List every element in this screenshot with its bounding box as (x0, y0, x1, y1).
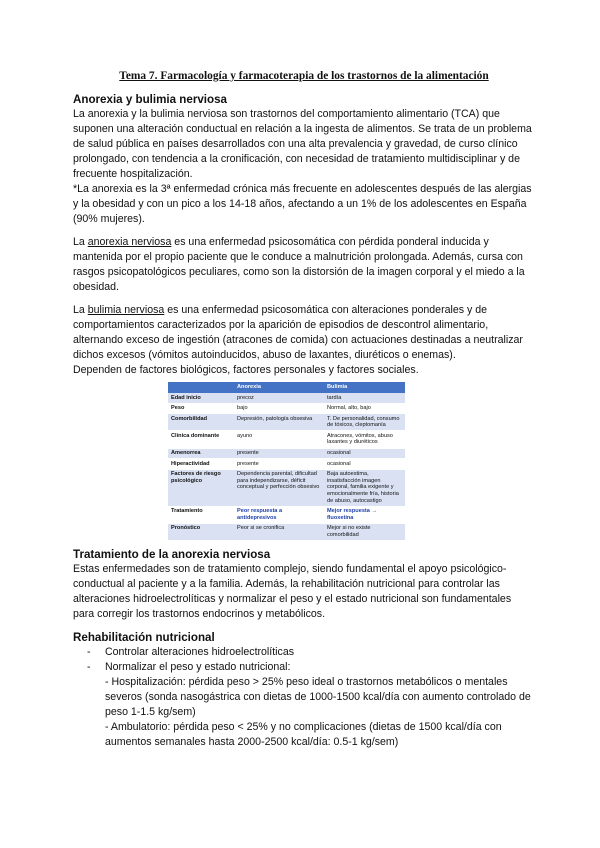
table-row (168, 469, 405, 506)
table-row (168, 459, 405, 470)
table-row (168, 393, 405, 403)
table-cell: Peor si se cronifica (234, 523, 324, 540)
term-anorexia-nerviosa: anorexia nerviosa (87, 236, 172, 248)
table-row (168, 448, 405, 459)
table-cell: Atracones, vómitos, abuso laxantes y diuréticos (324, 431, 405, 448)
table-cell: T. De personalidad, consumo de tóxicos, cleptomanía (324, 414, 405, 431)
table-cell: Peor respuesta a antidepresivos (234, 506, 324, 523)
table-row-label: Peso (168, 403, 234, 414)
section-heading-rehabilitacion: Rehabilitación nutricional (73, 631, 215, 645)
table-header-cell: Anorexia (234, 382, 324, 393)
table-cell: Dependencia parental, dificultad para independizarse, déficit conceptual y perfección obsesivo (234, 469, 324, 506)
sub-item-ambulatorio: - Ambulatorio: pérdida peso < 25% y no complicaciones (dietas de 1500 kcal/día con aumentos semanales hasta 2000-2500 kcal/día: 0.5-1 kg/sem) (105, 721, 502, 749)
table-cell: presente (234, 459, 324, 470)
table-row-label: Tratamiento (168, 506, 234, 523)
document-title: Tema 7. Farmacología y farmacoterapia de los trastornos de la alimentación (119, 70, 489, 82)
table-header-cell (168, 382, 234, 393)
table-row-label: Hiperactividad (168, 459, 234, 470)
table-cell: precoz (234, 393, 324, 403)
table-row-label: Amenorrea (168, 448, 234, 459)
table-row-label: Clínica dominante (168, 431, 234, 448)
list-item: - Normalizar el peso y estado nutricional: - Hospitalización: pérdida peso > 25% peso ideal o trastornos metabólicos o mentales severos (sonda nasogástrica con dietas de 1000-1500 kcal/día con aumento controlado de peso 1-1.5 kg/sem) - Ambulatorio: pérdida peso < 25% y no complicaciones (dietas de 1500 kcal/día con aumentos semanales hasta 2000-2500 kcal/día: 0.5-1 kg/sem) (87, 660, 535, 750)
table-row-label: Comorbilidad (168, 414, 234, 431)
paragraph-factors: Dependen de factores biológicos, factores personales y factores sociales. (73, 364, 419, 376)
paragraph-bulimia-definition: La bulimia nerviosa es una enfermedad psicosomática con alteraciones ponderales y de comportamientos caracterizados por la aparición de episodios de descontrol alimentario, alternando exceso de ingestión (atracones de comida) con actuaciones destinadas a neutralizar dichos excesos (vómitos autoinducidos, abuso de laxantes, diuréticos o enemas). (73, 304, 523, 361)
table-cell: Baja autoestima, insatisfacción imagen corporal, familia exigente y emocionalmente fría, historia de abuso, autocastigo (324, 469, 405, 506)
paragraph-anorexia-prevalence: *La anorexia es la 3ª enfermedad crónica más frecuente en adolescentes después de las alergias y la obesidad y con un pico a los 14-18 años, afectando a un 1% de los adolescentes en España (90% mujeres). (73, 183, 532, 225)
table-header-cell: Bulimia (324, 382, 405, 393)
table-row (168, 403, 405, 414)
table-cell: bajo (234, 403, 324, 414)
table-cell: Depresión, patología obsesiva (234, 414, 324, 431)
table-header-row (168, 382, 405, 393)
list-item: - Controlar alteraciones hidroelectrolíticas (87, 646, 295, 659)
table-cell: ocasional (324, 459, 405, 470)
paragraph-anorexia-definition: La anorexia nerviosa es una enfermedad psicosomática con pérdida ponderal inducida y mantenida por el propio paciente que le conduce a malnutrición prolongada. Además, cursa con rasgos psicopatológicos peculiares, como son la distorsión de la imagen corporal y el miedo a la obesidad. (73, 236, 525, 293)
table-row (168, 414, 405, 431)
table-row (168, 523, 405, 540)
term-bulimia-nerviosa: bulimia nerviosa (87, 304, 165, 316)
table-cell: Mejor respuesta → fluoxetina (324, 506, 405, 523)
document-page (73, 70, 535, 750)
paragraph-tca-intro: La anorexia y la bulimia nerviosa son trastornos del comportamiento alimentario (TCA) que suponen una alteración conductual en relación a la ingesta de alimentos. Se trata de un problema de salud pública en países desarrollados con una alta prevalencia y gravedad, de curso clínico prolongado, con tendencia a la cronificación, con necesidad de tratamiento multidisciplinar y de frecuente hospitalización. (73, 108, 532, 180)
table-row-label: Factores de riesgo psicológico (168, 469, 234, 506)
table-cell: tardía (324, 393, 405, 403)
table-row (168, 506, 405, 523)
comparison-table (168, 382, 405, 541)
table-cell: Normal, alto, bajo (324, 403, 405, 414)
table-row-label: Pronóstico (168, 523, 234, 540)
table-cell: ayuno (234, 431, 324, 448)
table-row-label: Edad inicio (168, 393, 234, 403)
table-cell: ocasional (324, 448, 405, 459)
table-cell: Mejor si no existe comorbilidad (324, 523, 405, 540)
table-cell: presente (234, 448, 324, 459)
rehabilitacion-list (87, 645, 535, 750)
section-heading-anorexia-bulimia: Anorexia y bulimia nerviosa (73, 93, 227, 106)
sub-item-hospitalizacion: - Hospitalización: pérdida peso > 25% peso ideal o trastornos metabólicos o mentales severos (sonda nasogástrica con dietas de 1000-1500 kcal/día con aumento controlado de peso 1-1.5 kg/sem) (105, 676, 531, 719)
table-row (168, 431, 405, 448)
paragraph-tratamiento: Estas enfermedades son de tratamiento complejo, siendo fundamental el apoyo psicológico-conductual al paciente y a la familia. Además, la rehabilitación nutricional para controlar las alteraciones hidroelectrolíticas y normalizar el peso y el estado nutricional son fundamentales para corregir los trastornos endocrinos y metabólicos. (73, 563, 512, 621)
section-heading-tratamiento: Tratamiento de la anorexia nerviosa (73, 548, 271, 562)
